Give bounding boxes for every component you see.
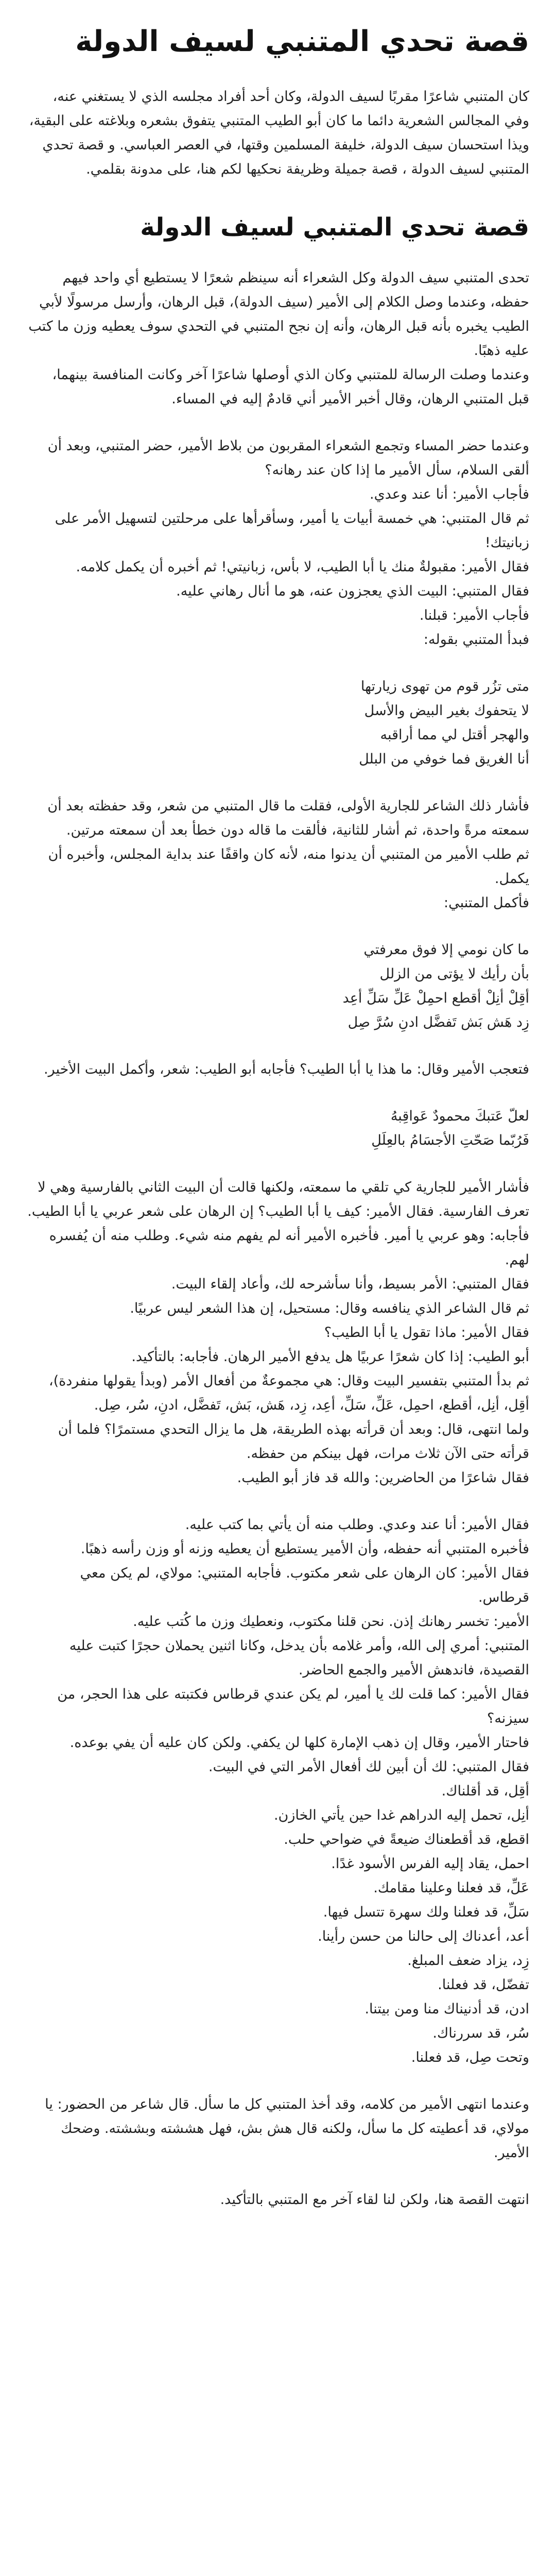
body-paragraph: تحدى المتنبي سيف الدولة وكل الشعراء أنه سينظم شعرًا لا يستطيع أي واحد فيهم حفظه، وعندما وصل الكلام إلى الأمير (سيف الدولة)، قبل الرهان، وأرسل مرسولًا لأبي الطيب يخبره بأنه قبل الرهان، وأنه إن نجح المتنبي في التحدي سوف يعطيه وزن ما كتب عليه ذهبًا. وعندما وصلت الرسالة للمتنبي وكان الذي أوصلها شاعرًا آخر وكانت المنافسة بينهما، قبل المتنبي الرهان، وقال أخبر الأمير أني قادمٌ إليه في المساء.: [28, 270, 529, 407]
closing-paragraph: وعندما انتهى الأمير من كلامه، وقد أخذ المتنبي كل ما سأل. قال شاعر من الحضور: يا مولاي، قد أعطيته كل ما سأل، ولكنه قال هش بش، فهل هششته وبششته. وضحك الأمير.: [45, 2096, 529, 2161]
body-paragraph: فقال الأمير: أنا عند وعدي. وطلب منه أن يأتي بما كتب عليه. فأخبره المتنبي أنه حفظه، وأن الأمير يستطيع أن يعطيه وزنه أو وزن رأسه ذهبًا. فقال الأمير: كان الرهان على شعر مكتوب. فأجابه المتنبي: مولاي، لم يكن معي قرطاس. الأمير: تخسر رهانك إذن. نحن قلنا مكتوب، ونعطيك وزن ما كُتب عليه. المتنبي: أمري إلى الله، وأمر غلامه بأن يدخل، وكانا اثنين يحملان حجرًا كتبت عليه القصيدة، فاندهش الأمير والجمع الحاضر. فقال الأمير: كما قلت لك يا أمير، لم يكن عندي قرطاس فكتبته على هذا الحجر، من سيزنه؟ فاحتار الأمير، وقال إن ذهب الإمارة كلها لن يكفي. ولكن كان عليه أن يفي بوعده. فقال المتنبي: لك أن أبين لك أفعال الأمر التي في البيت. أقِل، قد أقلناك. أنِل، تحمل إليه الدراهم غدا حين يأتي الخازن. اقطع، قد أقطعناك ضيعةً في ضواحي حلب. احمل، يقاد إليه الفرس الأسود غدًا. عَلِّ، قد فعلنا وعلينا مقامك. سَلِّ، قد فعلنا ولك سهرة تتسل فيها. أعد، أعدناك إلى حالنا من حسن رأينا. زِد، يزاد ضعف المبلغ. تفضّل، قد فعلنا. ادن، قد أدنيناك منا ومن بيتنا. سُر، قد سررناك. وتحت صِل، قد فعلنا.: [57, 1517, 529, 2065]
body-paragraph: فأشار ذلك الشاعر للجارية الأولى، فقلت ما قال المتنبي من شعر، وقد حفظته بعد أن سمعته مرةً واحدة، ثم أشار للثانية، فألقت ما قاله دون خطأ بعد أن سمعته مرتين. ثم طلب الأمير من المتنبي أن يدنوا منه، لأنه كان واقفًا عند بداية المجلس، وأخبره أن يكمل. فأكمل المتنبي:: [47, 798, 529, 911]
intro-paragraph: كان المتنبي شاعرًا مقربًا لسيف الدولة، وكان أحد أفراد مجلسه الذي لا يستغني عنه، وفي المجالس الشعرية دائما ما كان أبو الطيب المتنبي يتفوق بشعره وبلاغته على البقية، ويذا استحسان سيف الدولة، خليفة المسلمين وقتها، في العصر العباسي. و قصة تحدي المتنبي لسيف الدولة ، قصة جميلة وظريفة نحكيها لكم هنا، على مدونة بقلمي.: [29, 89, 529, 177]
section-heading: قصة تحدي المتنبي لسيف الدولة: [140, 213, 529, 242]
poem-verse: ما كان نومي إلا فوق معرفتي بأن رأيك لا يؤتى من الزلل أقِلْ أنِلْ أقطع احمِلْ عَلِّ سَلِّ أعِد زِد هَش بَش تَفضَّل ادنِ سُرَّ صِل: [342, 942, 529, 1030]
article-title: قصة تحدي المتنبي لسيف الدولة: [75, 25, 529, 58]
body-paragraph: فتعجب الأمير وقال: ما هذا يا أبا الطيب؟ فأجابه أبو الطيب: شعر، وأكمل البيت الأخير.: [43, 1061, 529, 1077]
poem-verse: متى تزُر قوم من تهوى زيارتها لا يتحفوك بغير البيض والأسل والهجر أقتل لي مما أراقبه أنا الغريق فما خوفي من البلل: [359, 679, 529, 767]
ending-paragraph: انتهت القصة هنا، ولكن لنا لقاء آخر مع المتنبي بالتأكيد.: [220, 2192, 529, 2208]
body-paragraph: فأشار الأمير للجارية كي تلقي ما سمعته، ولكنها قالت أن البيت الثاني بالفارسية وهي لا تعرف الفارسية. فقال الأمير: كيف يا أبا الطيب؟ إن الرهان على شعر عربي يا أبا الطيب. فأجابه: وهو عربي يا أمير. فأخبره الأمير أنه لم يفهم منه شيء. وطلب منه أن يُفسره لهم. فقال المتنبي: الأمر بسيط، وأنا سأشرحه لك، وأعاد إلقاء البيت. ثم قال الشاعر الذي ينافسه وقال: مستحيل، إن هذا الشعر ليس عربيًا. فقال الأمير: ماذا تقول يا أبا الطيب؟ أبو الطيب: إذا كان شعرًا عربيًا هل يدفع الأمير الرهان. فأجابه: بالتأكيد. ثم بدأ المتنبي بتفسير البيت وقال: هي مجموعةٌ من أفعال الأمر (وبدأ يقولها منفردة)، أقِل، أنِل، أقطع، احمِل، عَلِّ، سَلِّ، أعِد، زِد، هَش، بَش، تَفضَّل، ادنِ، سُر، صِل. ولما انتهى، قال: وبعد أن قرأته بهذه الطريقة، هل ما يزال التحدي مستمرًا؟ فلما أن قرأته حتى الآن ثلاث مرات، فهل بينكم من حفظه. فقال شاعرًا من الحاضرين: والله قد فاز أبو الطيب.: [27, 1179, 529, 1486]
body-paragraph: وعندما حضر المساء وتجمع الشعراء المقربون من بلاط الأمير، حضر المتنبي، وبعد أن ألقى السلام، سأل الأمير ما إذا كان عند رهانه؟ فأجاب الأمير: أنا عند وعدي. ثم قال المتنبي: هي خمسة أبيات يا أمير، وسأقرأها على مرحلتين لتسهيل الأمر على زبانيتك! فقال الأمير: مقبولةٌ منك يا أبا الطيب، لا بأس، زبانيتي! ثم أخبره أن يكمل كلامه. فقال المتنبي: البيت الذي يعجزون عنه، هو ما أنال رهاني عليه. فأجاب الأمير: قبلنا. فبدأ المتنبي بقوله:: [47, 438, 529, 648]
poem-verse: لعلّ عَتبكَ محمودٌ عَواقِبهُ فَرُبّما صَحّتِ الأجسَامُ بالعِلَلِ: [371, 1108, 529, 1148]
